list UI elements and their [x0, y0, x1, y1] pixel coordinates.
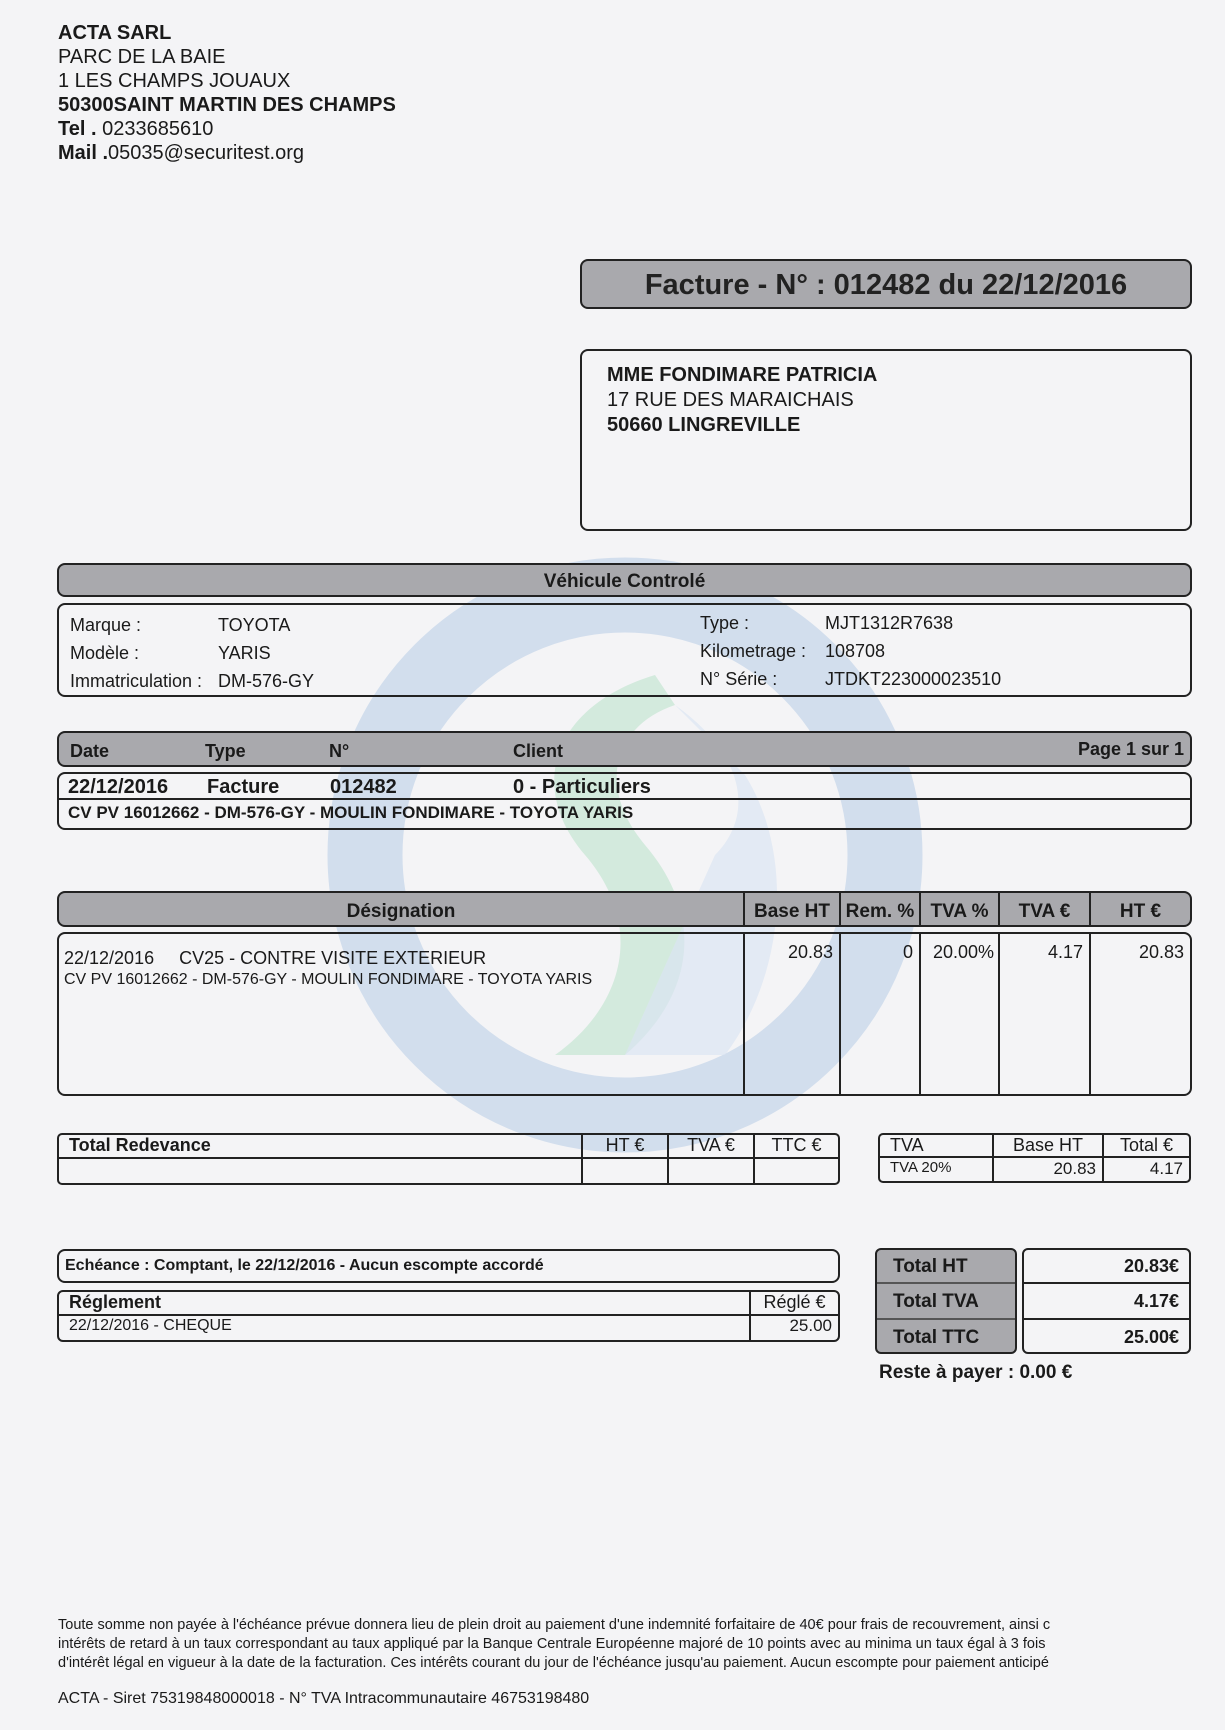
siret-line: ACTA - Siret 75319848000018 - N° TVA Intracommunautaire 46753198480 [58, 1690, 590, 1707]
tva-summary-box [878, 1133, 1191, 1183]
reglement-box [57, 1290, 840, 1342]
reglement-amount: 25.00 [789, 1316, 832, 1335]
serie-value: JTDKT223000023510 [825, 669, 1002, 689]
line-ht-eur: 20.83 [1138, 942, 1184, 962]
redevance-ht: HT € [605, 1135, 645, 1155]
recipient-street: 17 RUE DES MARAICHAIS [607, 389, 854, 411]
redevance-ttc: TTC € [771, 1135, 822, 1155]
tva-col-base: Base HT [1012, 1135, 1084, 1155]
doc-number: 012482 [330, 776, 397, 798]
legal-line2: intérêts de retard à un taux correspondant au taux appliqué par la Banque Centrale Européenne majoré de 10 points avec au minima un taux égal à 3 fois [58, 1636, 1046, 1652]
line-tva-pct: 20.00% [932, 942, 994, 962]
vehicle-section-header [57, 563, 1192, 597]
km-label: Kilometrage : [700, 641, 807, 661]
client-header: Client [513, 741, 564, 761]
echeance-box [57, 1249, 840, 1283]
modele-label: Modèle : [70, 643, 140, 663]
redevance-label: Total Redevance [69, 1135, 211, 1155]
doc-date: 22/12/2016 [68, 776, 169, 798]
col-designation: Désignation [346, 901, 456, 922]
line-remise: 0 [902, 942, 913, 962]
total-ttc-value: 25.00€ [1123, 1327, 1179, 1347]
redevance-box [57, 1133, 840, 1185]
modele-value: YARIS [218, 643, 271, 663]
tva-row-base: 20.83 [1053, 1159, 1096, 1178]
tel-value: 0233685610 [102, 118, 214, 140]
page-indicator: Page 1 sur 1 [1077, 739, 1184, 759]
reglement-label: Réglement [69, 1292, 162, 1312]
vehicle-section-title: Véhicule Controlé [543, 571, 706, 592]
total-tva-label: Total TVA [893, 1291, 979, 1312]
date-header: Date [70, 741, 110, 761]
immat-label: Immatriculation : [70, 671, 203, 691]
legal-line3: d'intérêt légal en vigueur à la date de la facturation. Ces intérêts courant du jour de l'échéance jusqu'au paiement. Aucun escompte pour paiement anticipé [58, 1655, 1049, 1671]
marque-value: TOYOTA [218, 615, 291, 635]
echeance-text: Echéance : Comptant, le 22/12/2016 - Aucun escompte accordé [65, 1257, 544, 1274]
invoice-title-box [580, 259, 1192, 309]
line-reference: CV PV 16012662 - DM-576-GY - MOULIN FONDIMARE - TOYOTA YARIS [64, 971, 593, 988]
sender-address-line1: PARC DE LA BAIE [58, 46, 226, 68]
redevance-tva: TVA € [687, 1135, 735, 1155]
serie-label: N° Série : [700, 669, 778, 689]
type-label: Type : [700, 613, 750, 633]
total-ttc-label: Total TTC [893, 1327, 980, 1348]
col-tva-pct: TVA % [930, 901, 989, 922]
line-base-ht: 20.83 [787, 942, 833, 962]
marque-label: Marque : [70, 615, 142, 635]
tva-row-label: TVA 20% [890, 1159, 952, 1176]
sender-mail [58, 141, 396, 165]
tel-label: Tel . [58, 118, 97, 140]
regle-label: Réglé € [763, 1292, 826, 1312]
col-remise: Rem. % [845, 901, 915, 922]
type-value: MJT1312R7638 [825, 613, 954, 633]
lines-header-bar [57, 891, 1192, 927]
col-base-ht: Base HT [753, 901, 831, 922]
total-tva-value: 4.17€ [1133, 1291, 1179, 1311]
recipient-name: MME FONDIMARE PATRICIA [607, 364, 878, 386]
line-designation: 22/12/2016 CV25 - CONTRE VISITE EXTERIEUR [64, 948, 487, 968]
tva-col-total: Total € [1119, 1135, 1174, 1155]
totals-labels [875, 1248, 1017, 1354]
lines-body [57, 932, 1192, 1096]
line-tva-eur: 4.17 [1047, 942, 1083, 962]
total-ht-label: Total HT [893, 1256, 968, 1277]
vehicle-details-box [57, 603, 1192, 697]
km-value: 108708 [825, 641, 886, 661]
immat-value: DM-576-GY [218, 671, 315, 691]
tva-row-total: 4.17 [1149, 1159, 1183, 1178]
invoice-title: Facture - N° : 012482 du 22/12/2016 [644, 269, 1128, 301]
sender-address-line2: 1 LES CHAMPS JOUAUX [58, 70, 291, 92]
col-ht-eur: HT € [1119, 901, 1162, 922]
mail-label: Mail . [58, 142, 109, 164]
sender-city: 50300SAINT MARTIN DES CHAMPS [58, 94, 396, 116]
recipient-city: 50660 LINGREVILLE [607, 414, 801, 436]
doc-header-bar [57, 731, 1192, 767]
recipient-box [580, 349, 1192, 531]
doc-type: Facture [207, 776, 280, 798]
type-header: Type [205, 741, 246, 761]
tva-col-label: TVA [890, 1135, 924, 1155]
doc-info-box [57, 772, 1192, 830]
col-tva-eur: TVA € [1018, 901, 1071, 922]
number-header: N° [329, 741, 350, 761]
reste-a-payer: Reste à payer : 0.00 € [879, 1362, 1073, 1383]
sender-tel [58, 117, 396, 141]
legal-notice [58, 1616, 1220, 1673]
doc-reference: CV PV 16012662 - DM-576-GY - MOULIN FONDIMARE - TOYOTA YARIS [68, 803, 634, 822]
doc-client: 0 - Particuliers [513, 776, 651, 798]
mail-value: 05035@securitest.org [108, 142, 304, 164]
reglement-line: 22/12/2016 - CHEQUE [69, 1317, 232, 1334]
legal-line1: Toute somme non payée à l'échéance prévue donnera lieu de plein droit au paiement d'une indemnité forfaitaire de 40€ pour frais de recouvrement, ainsi c [58, 1617, 1051, 1633]
totals-values [1022, 1248, 1191, 1354]
sender-name: ACTA SARL [58, 22, 172, 44]
sender-block [58, 21, 396, 165]
total-ht-value: 20.83€ [1123, 1256, 1179, 1276]
